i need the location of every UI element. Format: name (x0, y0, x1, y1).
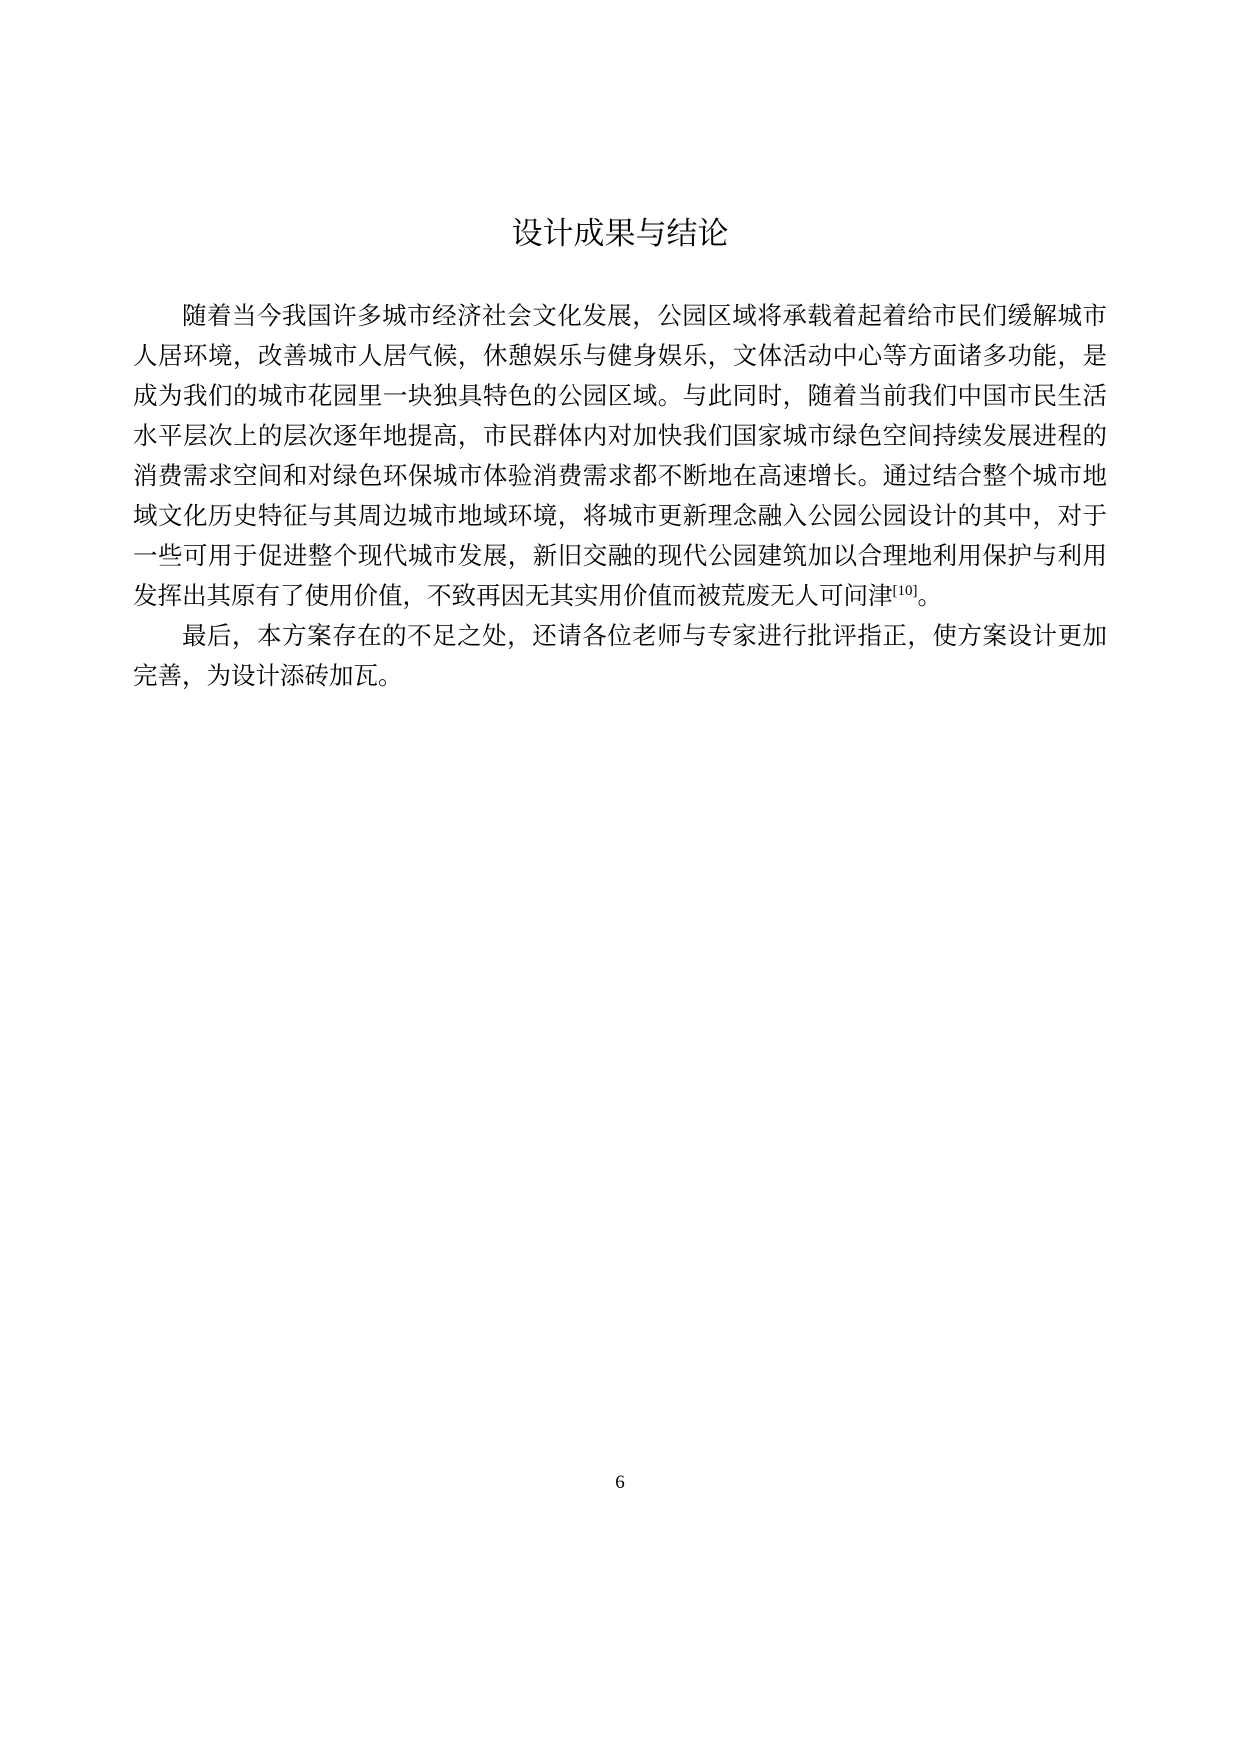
page-number: 6 (615, 1472, 625, 1493)
paragraph-conclusion (133, 297, 1107, 617)
page-title: 设计成果与结论 (511, 216, 729, 251)
body-text-block (133, 297, 1107, 697)
paragraph-conclusion-text: 随着当今我国许多城市经济社会文化发展，公园区域将承载着起着给市民们缓解城市人居环境，改善城市人居气候，休憩娱乐与健身娱乐，文体活动中心等方面诸多功能，是成为我们的城市花园里一块独具特色的公园区域。与此同时，随着当前我们中国市民生活水平层次上的层次逐年地提高，市民群体内对加快我们国家城市绿色空间持续发展进程的消费需求空间和对绿色环保城市体验消费需求都不断地在高速增长。通过结合整个城市地域文化历史特征与其周边城市地域环境，将城市更新理念融入公园公园设计的其中，对于一些可用于促进整个现代城市发展，新旧交融的现代公园建筑加以合理地利用保护与利用发挥出其原有了使用价值，不致再因无其实用价值而被荒废无人可问津 (133, 303, 1107, 610)
paragraph-closing: 最后，本方案存在的不足之处，还请各位老师与专家进行批评指正，使方案设计更加完善，为设计添砖加瓦。 (133, 623, 1107, 690)
citation-reference: [10] (892, 582, 918, 599)
paragraph-conclusion-period: 。 (917, 583, 942, 610)
